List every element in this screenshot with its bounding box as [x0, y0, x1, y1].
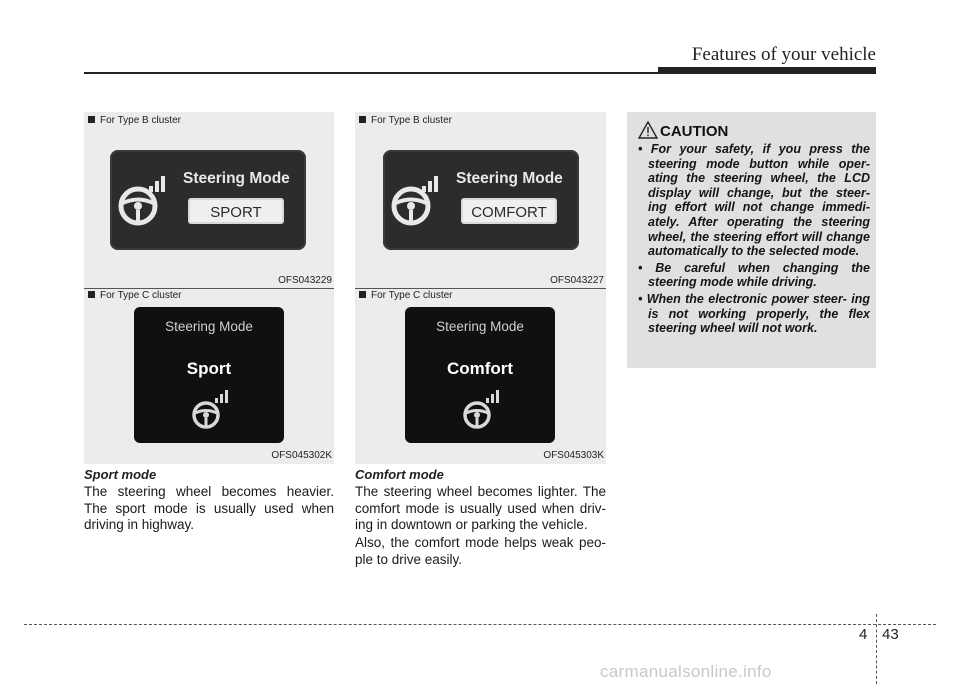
comfort-mode-text: The steering wheel becomes lighter. The comfort mode is usually used when driv- ing in downtown or parking the vehicle. [355, 484, 606, 532]
steering-wheel-icon [389, 166, 445, 230]
caution-item: • When the electronic power steer- ing is not working properly, the flex steering wheel will not work. [638, 291, 870, 336]
lcd-display-type-b [110, 150, 306, 250]
watermark: carmanualsonline.info [600, 662, 772, 681]
bullet-square-icon [359, 291, 366, 298]
figure-panel-sport-c [84, 289, 334, 464]
figure-panel-sport-b [84, 112, 334, 288]
steering-wheel-icon [190, 385, 232, 431]
figure-caption: For Type B cluster [100, 115, 181, 126]
page-number: 43 [882, 626, 899, 643]
lcd-display-type-c [405, 307, 555, 443]
steering-wheel-icon [116, 166, 172, 230]
caution-item: • For your safety, if you press the steering mode button while oper- ating the steering wheel, the LCD display will change, but the steer- ing effort will not change immedi- ately. After operating the steering wheel, the steering effort will change automatically to the selected mode. [638, 142, 870, 259]
steering-wheel-icon [461, 385, 503, 431]
footer-separator [876, 614, 877, 684]
lcd-mode-label: SPORT [188, 198, 284, 224]
caution-title: CAUTION [660, 123, 729, 140]
lcd-title: Steering Mode [165, 319, 253, 334]
bullet-square-icon [88, 116, 95, 123]
caution-box [627, 112, 876, 368]
footer-rule [24, 624, 936, 625]
warning-triangle-icon [638, 120, 658, 140]
sport-mode-heading: Sport mode [84, 467, 157, 482]
figure-code: OFS043229 [278, 275, 332, 286]
comfort-mode-heading: Comfort mode [355, 467, 444, 482]
figure-caption: For Type C cluster [100, 290, 182, 301]
lcd-mode-label: Comfort [446, 359, 514, 378]
figure-panel-comfort-c [355, 289, 606, 464]
chapter-number: 4 [859, 626, 868, 643]
lcd-mode-label: COMFORT [461, 198, 557, 224]
lcd-display-type-b [383, 150, 579, 250]
caution-list [634, 142, 870, 338]
lcd-display-type-c [134, 307, 284, 443]
figure-code: OFS043227 [550, 275, 604, 286]
lcd-title: Steering Mode [456, 170, 563, 187]
figure-code: OFS045303K [543, 450, 604, 461]
figure-caption: For Type B cluster [371, 115, 452, 126]
header-rule-accent [658, 67, 876, 74]
figure-caption: For Type C cluster [371, 290, 453, 301]
header-rule [84, 72, 658, 74]
bullet-square-icon [359, 116, 366, 123]
lcd-title: Steering Mode [436, 319, 524, 334]
lcd-title: Steering Mode [183, 170, 290, 187]
figure-code: OFS045302K [271, 450, 332, 461]
bullet-square-icon [88, 291, 95, 298]
sport-mode-text: The steering wheel becomes heavier. The sport mode is usually used when driving in highway. [84, 484, 334, 532]
running-header-title: Features of your vehicle [691, 44, 876, 65]
figure-panel-comfort-b [355, 112, 606, 288]
caution-item: • Be careful when changing the steering mode while driving. [638, 260, 870, 290]
comfort-mode-text-2: Also, the comfort mode helps weak peo- ple to drive easily. [355, 535, 606, 567]
lcd-mode-label: Sport [186, 359, 232, 378]
